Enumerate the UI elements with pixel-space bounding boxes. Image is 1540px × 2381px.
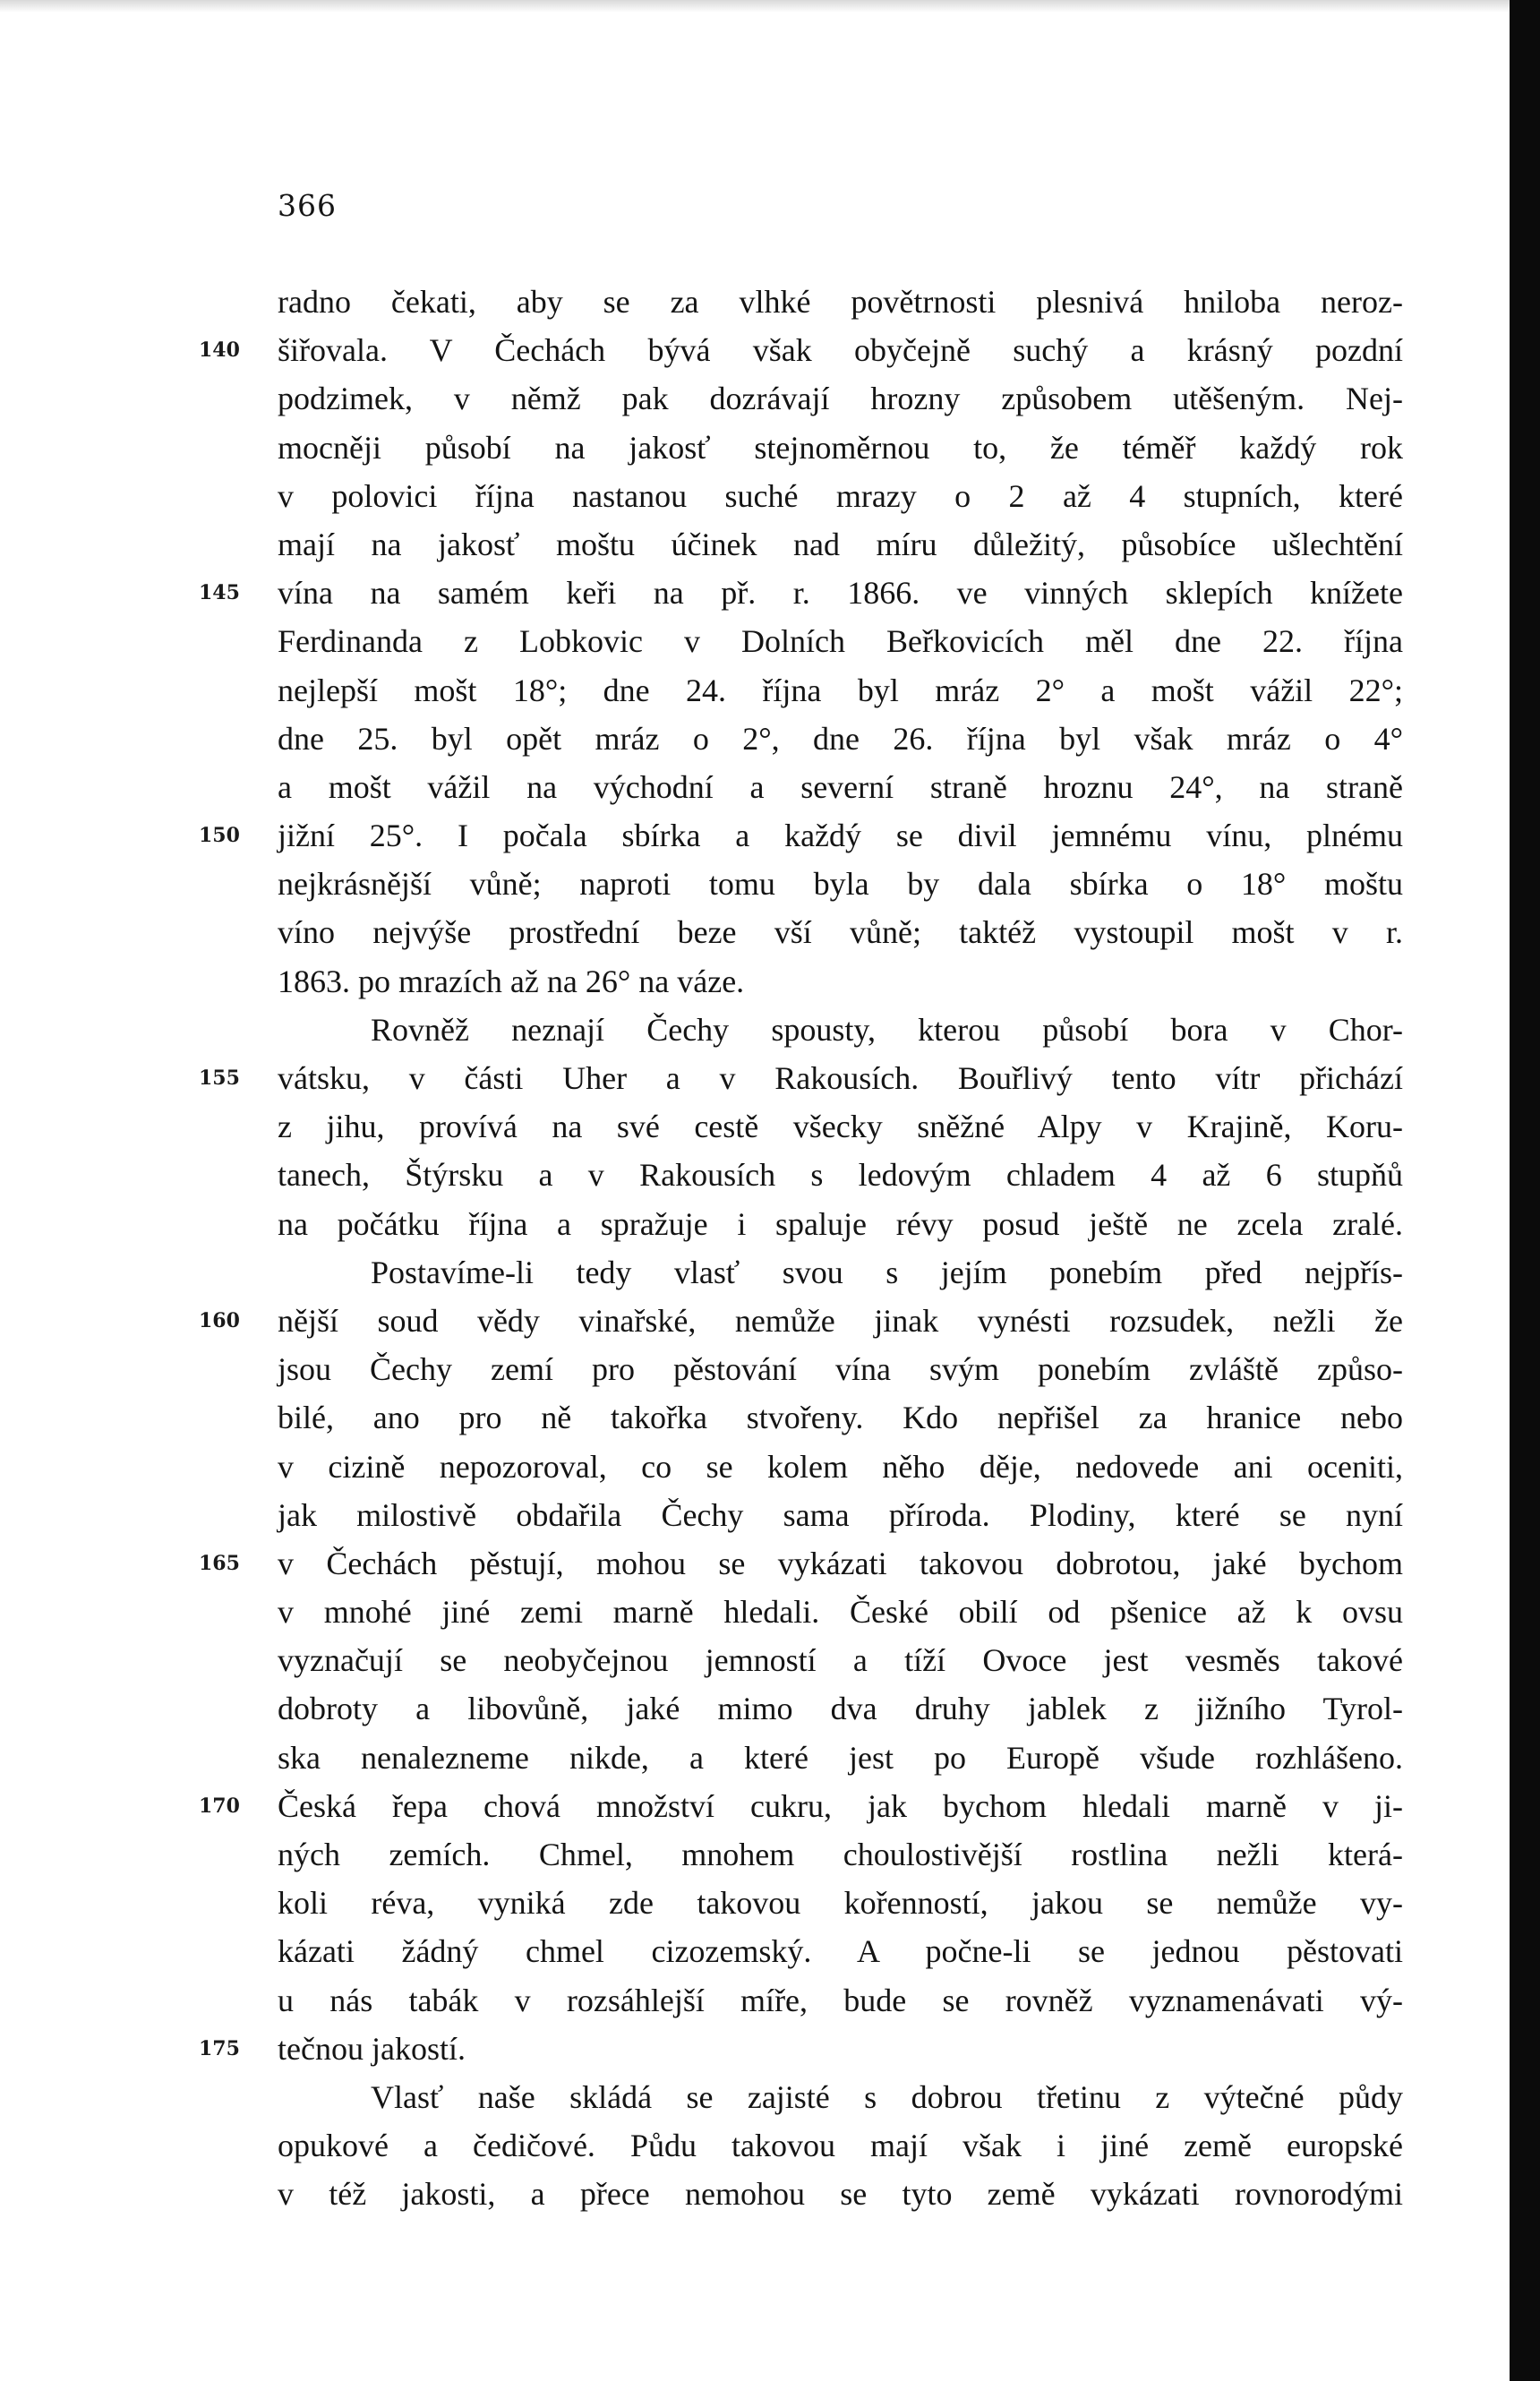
- text-line: [278, 860, 1403, 908]
- text-line-content: a mošt vážil na východní a severní straně hroznu 24°, na straně: [278, 768, 1403, 805]
- margin-line-number: 140: [199, 338, 240, 363]
- text-line-content: šiřovala. V Čechách bývá však obyčejně suchý a krásný pozdní: [278, 332, 1403, 369]
- text-line-content: ných zemích. Chmel, mnohem choulostivější rostlina nežli která-: [278, 1837, 1403, 1872]
- text-line-content: jak milostivě obdařila Čechy sama příroda. Plodiny, které se nyní: [278, 1496, 1403, 1533]
- scan-right-border: [1510, 0, 1540, 2381]
- text-line: [278, 1636, 1403, 1684]
- text-line: [278, 520, 1403, 569]
- text-line: [278, 424, 1403, 472]
- text-line: [199, 1539, 1403, 1588]
- text-line-content: nejlepší mošt 18°; dne 24. října byl mráz 2° a mošt vážil 22°;: [278, 672, 1403, 708]
- text-line: [278, 2170, 1403, 2218]
- margin-line-number: 160: [199, 1308, 240, 1332]
- margin-line-number: 165: [199, 1551, 240, 1575]
- text-line: [278, 1006, 1403, 1054]
- text-line-content: tečnou jakostí.: [278, 2030, 466, 2067]
- text-line-content: dobroty a libovůně, jaké mimo dva druhy jablek z jižního Tyrol-: [278, 1691, 1403, 1727]
- page-number: 366: [278, 188, 337, 223]
- text-line: [278, 1102, 1403, 1151]
- text-line-content: vína na samém keři na př. r. 1866. ve vinných sklepích knížete: [278, 575, 1403, 612]
- text-line-content: v mnohé jiné zemi marně hledali. České obilí od pšenice až k ovsu: [278, 1594, 1403, 1631]
- text-line: [278, 1684, 1403, 1733]
- text-line: [278, 1200, 1403, 1248]
- text-line-content: Vlasť naše skládá se zajisté s dobrou třetinu z výtečné půdy: [371, 2078, 1403, 2115]
- text-line: [278, 1443, 1403, 1491]
- text-line-content: nejkrásnější vůně; naproti tomu byla by dala sbírka o 18° moštu: [278, 866, 1403, 903]
- margin-line-number: 155: [199, 1066, 240, 1090]
- scan-top-shadow: [0, 0, 1510, 13]
- text-line: [278, 1588, 1403, 1636]
- margin-line-number: 145: [199, 581, 240, 605]
- text-line: [199, 1297, 1403, 1345]
- text-line-content: Postavíme-li tedy vlasť svou s jejím ponebím před nejpřís-: [371, 1254, 1403, 1290]
- text-line: [278, 715, 1403, 763]
- body-text: [199, 278, 1403, 2219]
- text-line-content: opukové a čedičové. Půdu takovou mají však i jiné země europské: [278, 2128, 1403, 2164]
- text-line: [199, 1782, 1403, 1830]
- text-line-content: Česká řepa chová množství cukru, jak bychom hledali marně v ji-: [278, 1787, 1403, 1824]
- text-line-content: v též jakosti, a přece nemohou se tyto země vykázati rovnorodými: [278, 2176, 1403, 2213]
- text-line: [278, 908, 1403, 956]
- text-line-content: vyznačují se neobyčejnou jemností a tíží Ovoce jest vesměs takové: [278, 1642, 1403, 1679]
- text-line-content: podzimek, v němž pak dozrávají hrozny způsobem utěšeným. Nej-: [278, 381, 1403, 417]
- text-line: [278, 2121, 1403, 2170]
- text-line-content: na počátku října a spražuje i spaluje révy posud ještě ne zcela zralé.: [278, 1205, 1403, 1242]
- text-line: [278, 1393, 1403, 1442]
- text-line-content: jižní 25°. I počala sbírka a každý se divil jemnému vínu, plnému: [278, 818, 1403, 854]
- text-line: [278, 472, 1403, 520]
- text-line-content: vátsku, v části Uher a v Rakousích. Bouřlivý tento vítr přichází: [278, 1060, 1403, 1096]
- text-line-content: víno nejvýše prostřední beze vší vůně; taktéž vystoupil mošt v r.: [278, 914, 1403, 951]
- text-line: [278, 1491, 1403, 1539]
- text-line: [278, 278, 1403, 326]
- margin-line-number: 175: [199, 2036, 240, 2060]
- text-line: [199, 811, 1403, 860]
- text-line-content: koli réva, vyniká zde takovou kořenností, jakou se nemůže vy-: [278, 1885, 1403, 1922]
- text-line: [278, 2073, 1403, 2121]
- text-line: [278, 374, 1403, 423]
- text-line-content: v cizině nepozoroval, co se kolem něho děje, nedovede ani oceniti,: [278, 1448, 1403, 1485]
- text-line: [278, 1976, 1403, 2025]
- text-line: [278, 1345, 1403, 1393]
- text-line: [278, 617, 1403, 665]
- text-line: [278, 1879, 1403, 1927]
- text-line: [278, 1927, 1403, 1975]
- text-line: [278, 1734, 1403, 1782]
- text-line-content: tanech, Štýrsku a v Rakousích s ledovým chladem 4 až 6 stupňů: [278, 1157, 1403, 1194]
- text-line-content: Rovněž neznají Čechy spousty, kterou působí bora v Chor-: [371, 1011, 1403, 1048]
- text-line: [278, 1830, 1403, 1879]
- text-line-content: radno čekati, aby se za vlhké povětrnosti plesnivá hniloba neroz-: [278, 284, 1403, 320]
- text-line: [199, 2025, 1403, 2073]
- text-line-content: v polovici října nastanou suché mrazy o 2 až 4 stupních, které: [278, 477, 1403, 514]
- text-line-content: nější soud vědy vinařské, nemůže jinak vynésti rozsudek, nežli že: [278, 1302, 1403, 1339]
- text-line: [278, 1248, 1403, 1297]
- text-line: [278, 763, 1403, 811]
- margin-line-number: 150: [199, 824, 240, 848]
- text-line-content: dne 25. byl opět mráz o 2°, dne 26. října byl však mráz o 4°: [278, 720, 1403, 757]
- text-line: [278, 1151, 1403, 1199]
- text-line-content: v Čechách pěstují, mohou se vykázati takovou dobrotou, jaké bychom: [278, 1545, 1403, 1581]
- text-line-content: jsou Čechy zemí pro pěstování vína svým ponebím zvláště způso-: [278, 1351, 1403, 1388]
- text-line-content: mocněji působí na jakosť stejnoměrnou to, že téměř každý rok: [278, 429, 1403, 466]
- text-line-content: mají na jakosť moštu účinek nad míru důležitý, působíce ušlechtění: [278, 526, 1403, 562]
- text-line-content: bilé, ano pro ně takořka stvořeny. Kdo nepřišel za hranice nebo: [278, 1400, 1403, 1436]
- text-line: [278, 666, 1403, 715]
- text-line-content: kázati žádný chmel cizozemský. A počne-li se jednou pěstovati: [278, 1933, 1403, 1970]
- text-line: [278, 957, 1403, 1006]
- margin-line-number: 170: [199, 1794, 240, 1818]
- text-line-content: z jihu, provívá na své cestě všecky sněžné Alpy v Krajině, Koru-: [278, 1109, 1403, 1145]
- text-line-content: ska nenalezneme nikde, a které jest po Europě všude rozhlášeno.: [278, 1739, 1403, 1776]
- text-line: [199, 569, 1403, 617]
- text-line-content: Ferdinanda z Lobkovic v Dolních Beřkovicích měl dne 22. října: [278, 623, 1403, 660]
- text-line: [199, 326, 1403, 374]
- text-line-content: 1863. po mrazích až na 26° na váze.: [278, 963, 745, 999]
- text-line: [199, 1054, 1403, 1102]
- text-line-content: u nás tabák v rozsáhlejší míře, bude se rovněž vyznamenávati vý-: [278, 1982, 1403, 2018]
